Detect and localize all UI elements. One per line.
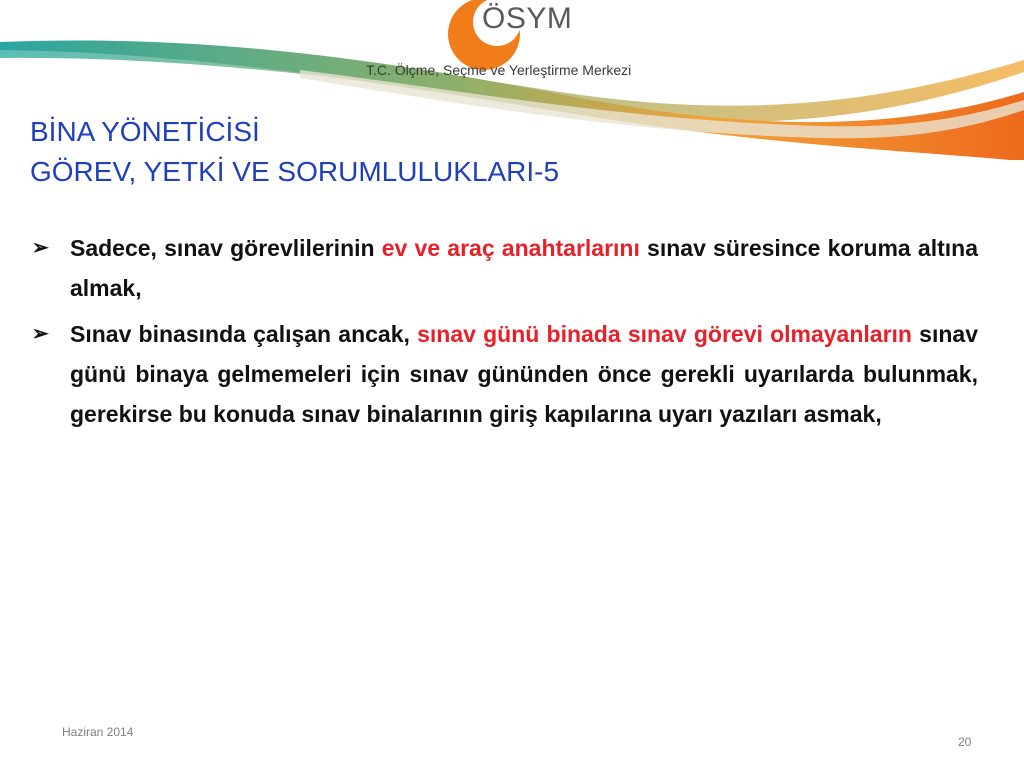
page-number: 20 bbox=[958, 735, 972, 749]
bullet-1-highlight: ev ve araç anahtarlarını bbox=[381, 235, 640, 261]
bullet-1-text-a: Sadece, sınav görevlilerinin bbox=[70, 235, 382, 261]
arrow-bullet-icon: ➢ bbox=[32, 237, 49, 259]
arrow-bullet-icon: ➢ bbox=[32, 323, 49, 345]
bullet-1-text-b: sınav süresince koruma altına almak, bbox=[70, 235, 978, 301]
bullet-item-1 bbox=[30, 228, 978, 308]
bullet-2-text-b: sınav günü binaya gelmemeleri için sınav gününden önce gerekli uyarılarda bulunmak, gerekirse bu konuda sınav binalarının giriş kapılarına uyarı yazıları asmak, bbox=[70, 321, 978, 427]
bullet-2-highlight: sınav günü binada sınav görevi olmayanların bbox=[417, 321, 912, 347]
slide-title bbox=[30, 112, 559, 192]
slide-title-line-2: GÖREV, YETKİ VE SORUMLULUKLARI-5 bbox=[30, 156, 560, 187]
bullet-list bbox=[30, 228, 978, 440]
logo-text: ÖSYM bbox=[482, 2, 573, 35]
bullet-item-2 bbox=[30, 314, 978, 434]
slide-title-line-1: BİNA YÖNETİCİSİ bbox=[30, 116, 260, 147]
bullet-2-text-a: Sınav binasında çalışan ancak, bbox=[70, 321, 418, 347]
footer-date: Haziran 2014 bbox=[62, 725, 134, 739]
logo-subtitle: T.C. Ölçme, Seçme ve Yerleştirme Merkezi bbox=[366, 62, 632, 78]
